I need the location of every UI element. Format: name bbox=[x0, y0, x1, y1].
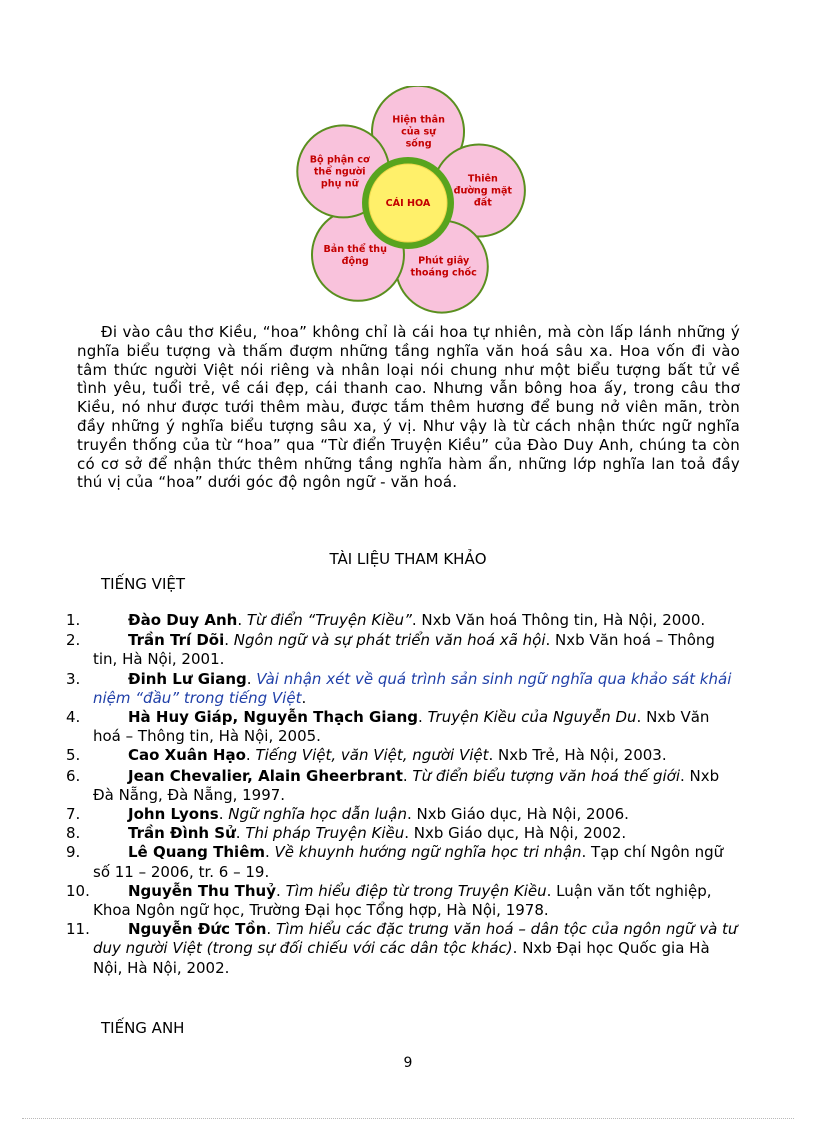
reference-publication: . Nxb Văn hoá – Thông tin, Hà Nội, 2001. bbox=[93, 631, 715, 669]
reference-author: Đào Duy Anh bbox=[128, 611, 238, 629]
reference-item: 5. Cao Xuân Hạo. Tiếng Việt, văn Việt, người Việt. Nxb Trẻ, Hà Nội, 2003. bbox=[66, 746, 667, 765]
reference-author: Đinh Lư Giang bbox=[128, 669, 247, 688]
reference-number: 7. bbox=[66, 805, 81, 824]
reference-number: 11. bbox=[66, 920, 90, 939]
reference-number: 1. bbox=[66, 611, 81, 629]
reference-publication: . Nxb Đại học Quốc gia Hà Nội, Hà Nội, 2002. bbox=[93, 939, 710, 977]
petal-label: Thiên bbox=[467, 173, 498, 185]
reference-item: 3. Đinh Lư Giang. Vài nhận xét về quá trình sản sinh ngữ nghĩa qua khảo sát khái niệm “đầu” trong tiếng Việt. bbox=[66, 669, 732, 707]
petal-label: Hiện thân bbox=[392, 114, 445, 126]
reference-number: 6. bbox=[66, 766, 81, 785]
reference-item: 6. Jean Chevalier, Alain Gheerbrant. Từ điển biểu tượng văn hoá thế giới. Nxb Đà Nẵng, Đà Nẵng, 1997. bbox=[66, 766, 720, 804]
center-label: CÁI HOA bbox=[385, 198, 431, 209]
references-title: TÀI LIỆU THAM KHẢO bbox=[329, 550, 487, 568]
reference-list bbox=[66, 611, 738, 978]
reference-number: 5. bbox=[66, 746, 81, 765]
petal-label: sống bbox=[405, 138, 432, 150]
reference-number: 4. bbox=[66, 708, 81, 727]
reference-publication: . Luận văn tốt nghiệp, Khoa Ngôn ngữ học, Trường Đại học Tổng hợp, Hà Nội, 1978. bbox=[93, 881, 712, 920]
reference-title: Ngôn ngữ và sự phát triển văn hoá xã hội bbox=[233, 631, 546, 650]
reference-number: 8. bbox=[66, 824, 81, 843]
reference-title: Thi pháp Truyện Kiều bbox=[245, 824, 405, 843]
reference-title: Ngữ nghĩa học dẫn luận bbox=[228, 805, 407, 824]
reference-item: 1. Đào Duy Anh. Từ điển “Truyện Kiều”. Nxb Văn hoá Thông tin, Hà Nội, 2000. bbox=[66, 611, 706, 629]
flower-diagram bbox=[290, 86, 530, 326]
page-number: 9 bbox=[403, 1055, 413, 1071]
reference-title: Về khuynh hướng ngữ nghĩa học tri nhận bbox=[274, 843, 582, 862]
reference-number: 2. bbox=[66, 631, 81, 650]
reference-item: 8. Trần Đình Sử. Thi pháp Truyện Kiều. Nxb Giáo dục, Hà Nội, 2002. bbox=[66, 824, 627, 843]
reference-item: 11. Nguyễn Đức Tồn. Tìm hiểu các đặc trưng văn hoá – dân tộc của ngôn ngữ và tư duy người Việt (trong sự đối chiếu với các dân tộc khác). Nxb Đại học Quốc gia Hà Nội, Hà Nội, 2002. bbox=[66, 920, 738, 977]
reference-publication: . bbox=[301, 688, 307, 707]
petal-label: thoáng chốc bbox=[410, 267, 477, 279]
paragraph-text: Đi vào câu thơ Kiều, “hoa” không chỉ là cái hoa tự nhiên, mà còn lấp lánh những ý nghĩa biểu tượng và thấm đượm những tầng nghĩa văn hoá sâu xa. Hoa vốn đi vào tâm thức người Việt nói riêng và nhân loại nói chung như một biểu tượng bất tử về tình yêu, tuổi trẻ, về cái đẹp, cái thanh cao. Nhưng vẫn bông hoa ấy, trong câu thơ Kiều, nó như được tưới thêm màu, được tắm thêm hương để bung nở viên mãn, tròn đầy những ý nghĩa biểu tượng sâu xa, ý vị. Như vậy là từ cách nhận thức ngữ nghĩa truyền thống của từ “hoa” qua “Từ điển Truyện Kiều” của Đào Duy Anh, chúng ta còn có cơ sở để nhận thức thêm những tầng nghĩa hàm ẩn, những lớp nghĩa lan toả đầy thú vị của “hoa” dưới góc độ ngôn ngữ - văn hoá. bbox=[77, 323, 740, 492]
reference-author: Lê Quang Thiêm bbox=[128, 843, 265, 862]
petal-label: đất bbox=[473, 197, 492, 209]
reference-publication: . Nxb Giáo dục, Hà Nội, 2006. bbox=[407, 805, 629, 824]
petal-label: Bộ phận cơ bbox=[309, 154, 370, 166]
reference-item: 2. Trần Trí Dõi. Ngôn ngữ và sự phát triển văn hoá xã hội. Nxb Văn hoá – Thông tin, Hà Nội, 2001. bbox=[66, 631, 715, 669]
reference-title: Tìm hiểu các đặc trưng văn hoá – dân tộc của ngôn ngữ và tư duy người Việt (trong sự đối chiếu với các dân tộc khác) bbox=[93, 920, 738, 958]
reference-title: Vài nhận xét về quá trình sản sinh ngữ nghĩa qua khảo sát khái niệm “đầu” trong tiếng Việt bbox=[93, 669, 732, 707]
reference-author: Cao Xuân Hạo bbox=[128, 746, 246, 765]
reference-item: 9. Lê Quang Thiêm. Về khuynh hướng ngữ nghĩa học tri nhận. Tạp chí Ngôn ngữ số 11 – 2006, tr. 6 – 19. bbox=[66, 843, 724, 881]
reference-title: Từ điển “Truyện Kiều” bbox=[246, 611, 412, 629]
reference-title: Tiếng Việt, văn Việt, người Việt bbox=[255, 746, 489, 765]
reference-author: Nguyễn Thu Thuỷ bbox=[128, 881, 277, 900]
reference-author: Jean Chevalier, Alain Gheerbrant bbox=[128, 766, 403, 785]
reference-publication: . Nxb Văn hoá – Thông tin, Hà Nội, 2005. bbox=[93, 708, 710, 746]
reference-item: 7. John Lyons. Ngữ nghĩa học dẫn luận. Nxb Giáo dục, Hà Nội, 2006. bbox=[66, 805, 629, 824]
reference-publication: . Nxb Giáo dục, Hà Nội, 2002. bbox=[404, 824, 627, 843]
section-heading-english: TIẾNG ANH bbox=[101, 1019, 185, 1037]
reference-author: Nguyễn Đức Tồn bbox=[128, 920, 267, 939]
reference-title: Từ điển biểu tượng văn hoá thế giới bbox=[412, 766, 681, 785]
petal-label: Bản thể thụ bbox=[323, 243, 387, 255]
reference-item: 10. Nguyễn Thu Thuỷ. Tìm hiểu điệp từ trong Truyện Kiều. Luận văn tốt nghiệp, Khoa Ngôn ngữ học, Trường Đại học Tổng hợp, Hà Nội, 1978. bbox=[66, 881, 712, 920]
petal-label: phụ nữ bbox=[320, 178, 359, 190]
petal-label: đường mặt bbox=[453, 185, 513, 197]
reference-publication: . Nxb Văn hoá Thông tin, Hà Nội, 2000. bbox=[411, 611, 706, 629]
reference-publication: . Tạp chí Ngôn ngữ số 11 – 2006, tr. 6 – 19. bbox=[93, 843, 724, 881]
body-paragraph bbox=[77, 323, 740, 492]
petal-label: của sự bbox=[401, 126, 437, 138]
petal-label: thể người bbox=[313, 166, 366, 178]
reference-number: 3. bbox=[66, 669, 81, 688]
reference-title: Truyện Kiều của Nguyễn Du bbox=[427, 708, 637, 727]
section-heading-vietnamese: TIẾNG VIỆT bbox=[101, 575, 186, 593]
flower-svg bbox=[290, 86, 530, 326]
reference-number: 10. bbox=[66, 881, 90, 900]
petal-label: động bbox=[341, 255, 369, 267]
reference-author: John Lyons bbox=[128, 805, 219, 824]
reference-publication: . Nxb Đà Nẵng, Đà Nẵng, 1997. bbox=[93, 766, 720, 804]
reference-title: Tìm hiểu điệp từ trong Truyện Kiều bbox=[285, 881, 547, 900]
reference-author: Hà Huy Giáp, Nguyễn Thạch Giang bbox=[128, 708, 419, 727]
footer-rule bbox=[22, 1118, 794, 1119]
petal-label: Phút giây bbox=[418, 255, 470, 267]
reference-author: Trần Trí Dõi bbox=[128, 631, 225, 650]
reference-item: 4. Hà Huy Giáp, Nguyễn Thạch Giang. Truyện Kiều của Nguyễn Du. Nxb Văn hoá – Thông tin, Hà Nội, 2005. bbox=[66, 708, 710, 746]
reference-publication: . Nxb Trẻ, Hà Nội, 2003. bbox=[488, 746, 667, 765]
reference-number: 9. bbox=[66, 843, 81, 862]
reference-author: Trần Đình Sử bbox=[128, 824, 236, 843]
